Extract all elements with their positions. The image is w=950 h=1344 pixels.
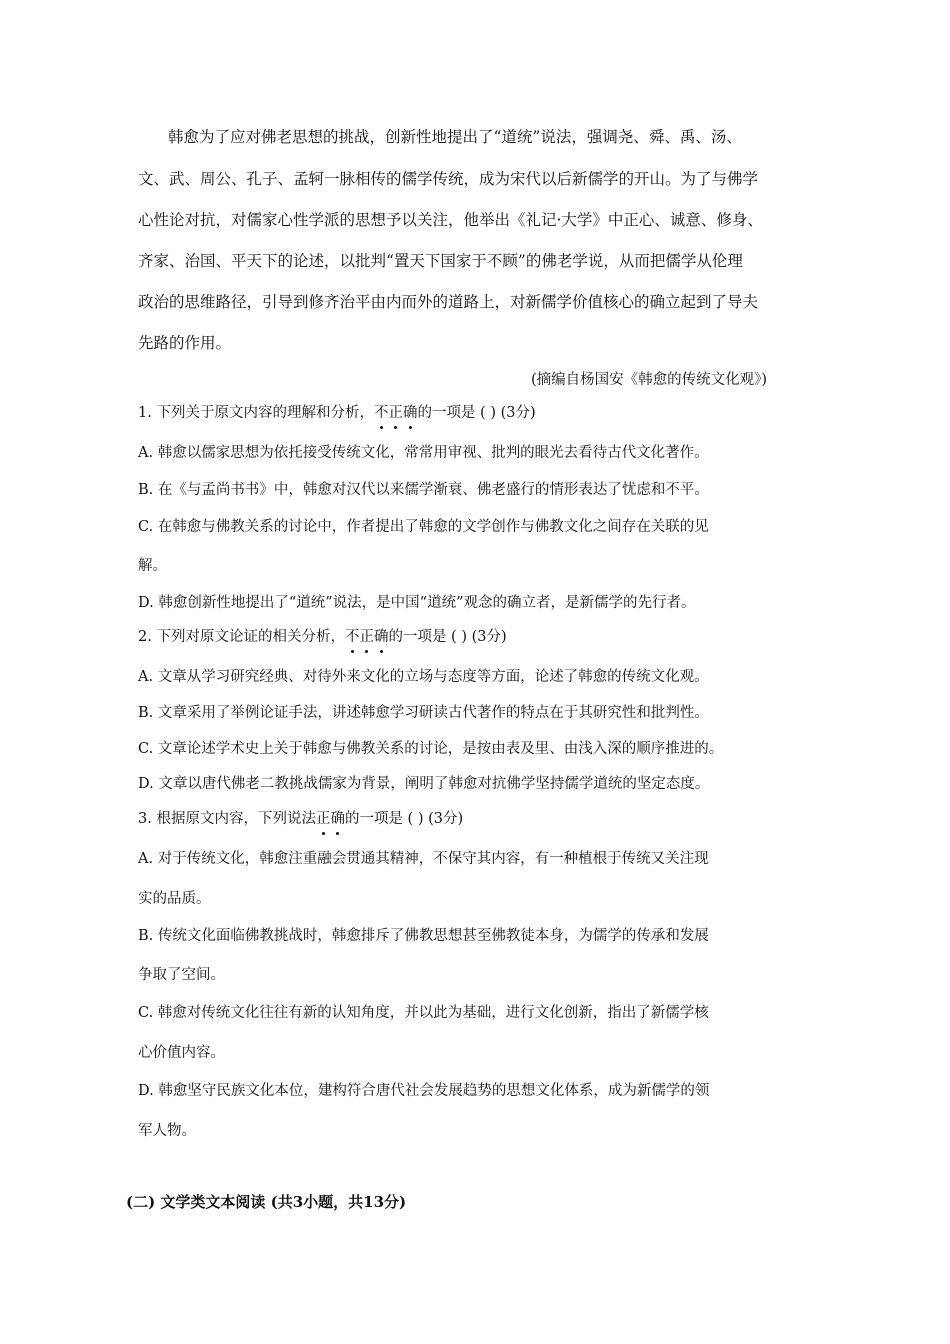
question-3-option-d: D. 韩愈坚守民族文化本位，建构符合唐代社会发展趋势的思想文化体系，成为新儒学的领: [138, 1083, 710, 1099]
question-3-stem: [138, 809, 463, 829]
emphasis-char: 确: [373, 629, 389, 645]
question-1-option-d: D. 韩愈创新性地提出了“道统”说法，是中国“道统”观念的确立者，是新儒学的先行者。: [138, 595, 696, 611]
passage-line-5: 政治的思维路径，引导到修齐治平由内而外的道路上，对新儒学价值核心的确立起到了导夫: [138, 293, 759, 311]
emphasis-char: 不: [344, 629, 360, 645]
passage-source: (摘编自杨国安《韩愈的传统文化观》): [531, 372, 768, 388]
question-2-stem-tail: 的一项是 ( ) (3分): [388, 629, 507, 645]
emphasis-char: 不: [373, 405, 389, 421]
question-3-option-c-cont: 心价值内容。: [138, 1045, 225, 1061]
passage-line-3: 心性论对抗，对儒家心性学派的思想予以关注，他举出《礼记·大学》中正心、诚意、修身、: [138, 211, 763, 229]
question-3-stem-text: 3. 根据原文内容，下列说法: [138, 811, 316, 827]
emphasis-char: 正: [315, 811, 331, 827]
emphasis-char: 确: [330, 811, 345, 827]
passage-line-4: 齐家、治国、平天下的论述，以批判“置天下国家于不顾”的佛老学说，从而把儒学从伦理: [138, 252, 743, 270]
question-3-option-b-cont: 争取了空间。: [138, 967, 225, 983]
question-2-option-b: B. 文章采用了举例论证手法，讲述韩愈学习研读古代著作的特点在于其研究性和批判性。: [138, 705, 709, 721]
emphasis-char: 正: [359, 629, 374, 645]
question-1-option-c-cont: 解。: [138, 558, 167, 574]
passage-line-1: 韩愈为了应对佛老思想的挑战，创新性地提出了“道统”说法，强调尧、舜、禹、汤、: [168, 128, 742, 146]
question-3-option-d-cont: 军人物。: [138, 1123, 196, 1139]
question-3-stem-tail: 的一项是 ( ) (3分): [344, 811, 464, 827]
question-3-option-c: C. 韩愈对传统文化往往有新的认知角度，并以此为基础，进行文化创新，指出了新儒学核: [138, 1005, 709, 1021]
question-1-stem-text: 1. 下列关于原文内容的理解和分析，: [138, 405, 374, 421]
question-3-option-a: A. 对于传统文化，韩愈注重融会贯通其精神，不保守其内容，有一种植根于传统又关注现: [138, 851, 709, 867]
question-2-stem: [138, 627, 507, 647]
question-3-option-b: B. 传统文化面临佛教挑战时，韩愈排斥了佛教思想甚至佛教徒本身，为儒学的传承和发展: [138, 928, 709, 944]
question-2-option-d: D. 文章以唐代佛老二教挑战儒家为背景，阐明了韩愈对抗佛学坚持儒学道统的坚定态度。: [138, 776, 710, 792]
emphasis-char: 正: [388, 405, 403, 421]
question-1-option-b: B. 在《与孟尚书书》中，韩愈对汉代以来儒学渐衰、佛老盛行的情形表达了忧虑和不平。: [138, 482, 709, 498]
emphasis-char: 确: [402, 405, 418, 421]
passage-line-6: 先路的作用。: [138, 334, 232, 352]
question-1-option-c: C. 在韩愈与佛教关系的讨论中，作者提出了韩愈的文学创作与佛教文化之间存在关联的见: [138, 519, 709, 535]
question-2-option-c: C. 文章论述学术史上关于韩愈与佛教关系的讨论，是按由表及里、由浅入深的顺序推进的。: [138, 741, 724, 757]
question-3-option-a-cont: 实的品质。: [138, 891, 211, 907]
question-1-stem-tail: 的一项是 ( ) (3分): [417, 405, 536, 421]
passage-line-2: 文、武、周公、孔子、孟轲一脉相传的儒学传统，成为宋代以后新儒学的开山。为了与佛学: [138, 170, 759, 188]
question-1-stem: [138, 403, 536, 423]
question-1-option-a: A. 韩愈以儒家思想为依托接受传统文化，常常用审视、批判的眼光去看待古代文化著作。: [138, 445, 709, 461]
question-2-option-a: A. 文章从学习研究经典、对待外来文化的立场与态度等方面，论述了韩愈的传统文化观。: [138, 669, 709, 685]
section-heading: (二) 文学类文本阅读 (共3小题，共13分): [126, 1193, 407, 1211]
question-2-stem-text: 2. 下列对原文论证的相关分析，: [138, 629, 345, 645]
